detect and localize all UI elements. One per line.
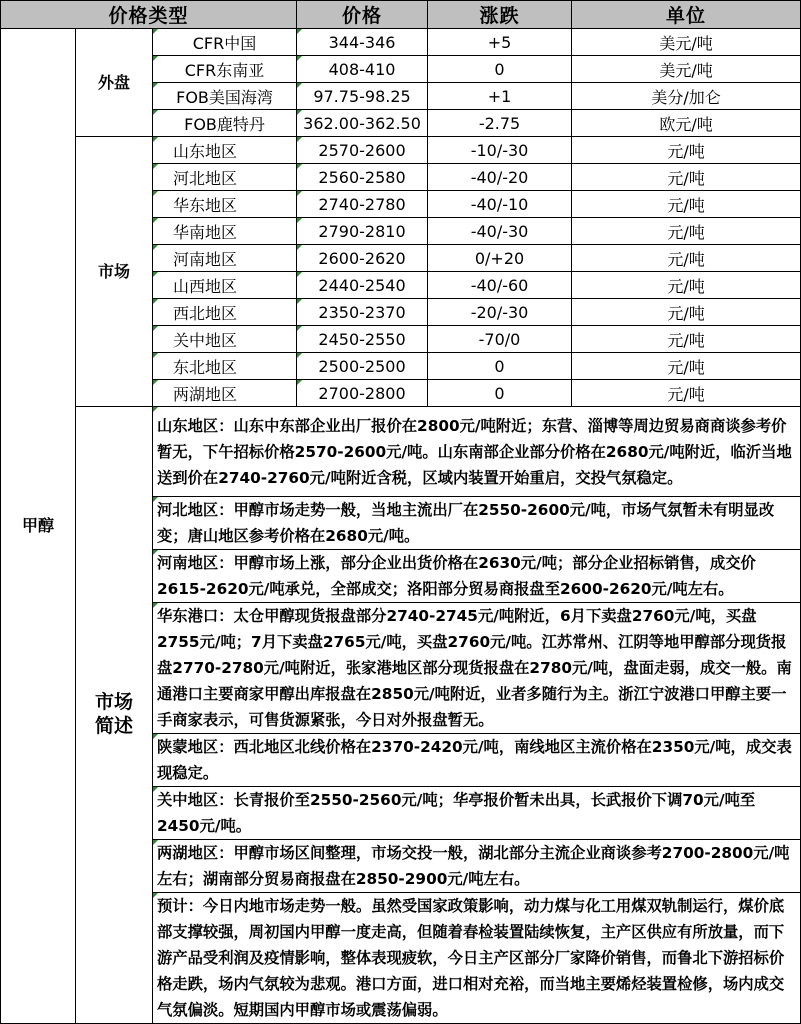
- row-change: -70/0: [428, 326, 572, 353]
- row-unit: 元/吨: [572, 353, 801, 380]
- row-name: 河北地区: [153, 164, 297, 191]
- row-name: 关中地区: [153, 326, 297, 353]
- row-name: 两湖地区: [153, 380, 297, 407]
- row-unit: 元/吨: [572, 164, 801, 191]
- header-row: [1, 1, 801, 29]
- row-name: 河南地区: [153, 245, 297, 272]
- row-unit: 元/吨: [572, 380, 801, 407]
- foreign-row: [1, 29, 801, 56]
- summary-row: [1, 407, 801, 497]
- row-change: -10/-30: [428, 137, 572, 164]
- summary-text: 陕蒙地区：西北地区北线价格在2370-2420元/吨，南线地区主流价格在2350元/吨，成交表现稳定。: [153, 734, 801, 787]
- row-change: 0: [428, 380, 572, 407]
- row-unit: 美元/吨: [572, 29, 801, 56]
- summary-text: 预计：今日内地市场走势一般。虽然受国家政策影响，动力煤与化工用煤双轨制运行，煤价底部支撑较强，周初国内甲醇一度走高，但随着春检装置陆续恢复，主产区供应有所放量，而下游产品受利润及疫情影响，整体表现疲软，今日主产区部分厂家降价销售，而鲁北下游招标价格走跌，场内气氛较为悲观。港口方面，进口相对充裕，而当地主要烯烃装置检修，场内成交气氛偏淡。短期国内甲醇市场或震荡偏弱。: [153, 893, 801, 1024]
- row-name: FOB美国海湾: [153, 83, 297, 110]
- summary-text: 华东港口：太仓甲醇现货报盘部分2740-2745元/吨附近，6月下卖盘2760元/吨，买盘2755元/吨；7月下卖盘2765元/吨，买盘2760元/吨。江苏常州、江阴等地甲醇部分现货报盘2770-2780元/吨附近，张家港地区部分现货报盘在2780元/吨，盘面走弱，成交一般。南通港口主要商家甲醇出库报盘在2850元/吨附近，业者多随行为主。浙江宁波港口甲醇主要一手商家表示，可售货源紧张，今日对外报盘暂无。: [153, 603, 801, 734]
- row-name: CFR中国: [153, 29, 297, 56]
- row-change: -40/-10: [428, 191, 572, 218]
- row-unit: 元/吨: [572, 191, 801, 218]
- row-name: 华南地区: [153, 218, 297, 245]
- summary-label-line2: 简述: [94, 715, 133, 737]
- row-unit: 元/吨: [572, 272, 801, 299]
- row-price: 97.75-98.25: [297, 83, 428, 110]
- group-foreign-label: 外盘: [76, 29, 153, 137]
- row-price: 2440-2540: [297, 272, 428, 299]
- header-change: 涨跌: [428, 1, 572, 29]
- row-name: 东北地区: [153, 353, 297, 380]
- summary-text: 河南地区：甲醇市场上涨，部分企业出货价格在2630元/吨；部分企业招标销售，成交价2615-2620元/吨承兑，全部成交；洛阳部分贸易商报盘至2600-2620元/吨左右。: [153, 550, 801, 603]
- header-type: 价格类型: [1, 1, 297, 29]
- row-price: 2600-2620: [297, 245, 428, 272]
- row-unit: 元/吨: [572, 326, 801, 353]
- row-change: -2.75: [428, 110, 572, 137]
- row-unit: 元/吨: [572, 218, 801, 245]
- row-price: 2500-2500: [297, 353, 428, 380]
- row-unit: 元/吨: [572, 137, 801, 164]
- header-unit: 单位: [572, 1, 801, 29]
- row-name: CFR东南亚: [153, 56, 297, 83]
- row-change: +1: [428, 83, 572, 110]
- row-name: 山西地区: [153, 272, 297, 299]
- row-price: 2450-2550: [297, 326, 428, 353]
- row-change: -20/-30: [428, 299, 572, 326]
- row-price: 2740-2780: [297, 191, 428, 218]
- row-change: 0: [428, 56, 572, 83]
- row-price: 344-346: [297, 29, 428, 56]
- row-unit: 欧元/吨: [572, 110, 801, 137]
- row-change: -40/-20: [428, 164, 572, 191]
- group-market-label: 市场: [76, 137, 153, 407]
- row-change: 0/+20: [428, 245, 572, 272]
- row-price: 2560-2580: [297, 164, 428, 191]
- summary-text: 关中地区：长青报价至2550-2560元/吨；华亭报价暂未出具，长武报价下调70元/吨至2450元/吨。: [153, 787, 801, 840]
- row-price: 2700-2800: [297, 380, 428, 407]
- row-unit: 美元/吨: [572, 56, 801, 83]
- row-name: 山东地区: [153, 137, 297, 164]
- row-change: -40/-60: [428, 272, 572, 299]
- group-summary-label: [76, 407, 153, 1024]
- summary-text: 两湖地区：甲醇市场区间整理，市场交投一般，湖北部分主流企业商谈参考2700-2800元/吨左右；湖南部分贸易商报盘在2850-2900元/吨左右。: [153, 840, 801, 893]
- row-unit: 美分/加仑: [572, 83, 801, 110]
- row-price: 2350-2370: [297, 299, 428, 326]
- row-price: 408-410: [297, 56, 428, 83]
- row-price: 2790-2810: [297, 218, 428, 245]
- row-unit: 元/吨: [572, 299, 801, 326]
- row-name: FOB鹿特丹: [153, 110, 297, 137]
- row-name: 西北地区: [153, 299, 297, 326]
- market-row: [1, 137, 801, 164]
- summary-label-line1: 市场: [94, 691, 133, 714]
- row-unit: 元/吨: [572, 245, 801, 272]
- row-change: -40/-30: [428, 218, 572, 245]
- summary-text: 河北地区：甲醇市场走势一般，当地主流出厂在2550-2600元/吨，市场气氛暂未有明显改变；唐山地区参考价格在2680元/吨。: [153, 497, 801, 550]
- product-label: 甲醇: [1, 29, 76, 1024]
- summary-text: 山东地区：山东中东部企业出厂报价在2800元/吨附近；东营、淄博等周边贸易商商谈参考价暂无，下午招标价格2570-2600元/吨。山东南部企业部分价格在2680元/吨附近，临沂当地送到价在2740-2760元/吨附近含税，区域内装置开始重启，交投气氛稳定。: [153, 407, 801, 497]
- row-name: 华东地区: [153, 191, 297, 218]
- row-change: +5: [428, 29, 572, 56]
- row-price: 362.00-362.50: [297, 110, 428, 137]
- row-price: 2570-2600: [297, 137, 428, 164]
- row-change: 0: [428, 353, 572, 380]
- header-price: 价格: [297, 1, 428, 29]
